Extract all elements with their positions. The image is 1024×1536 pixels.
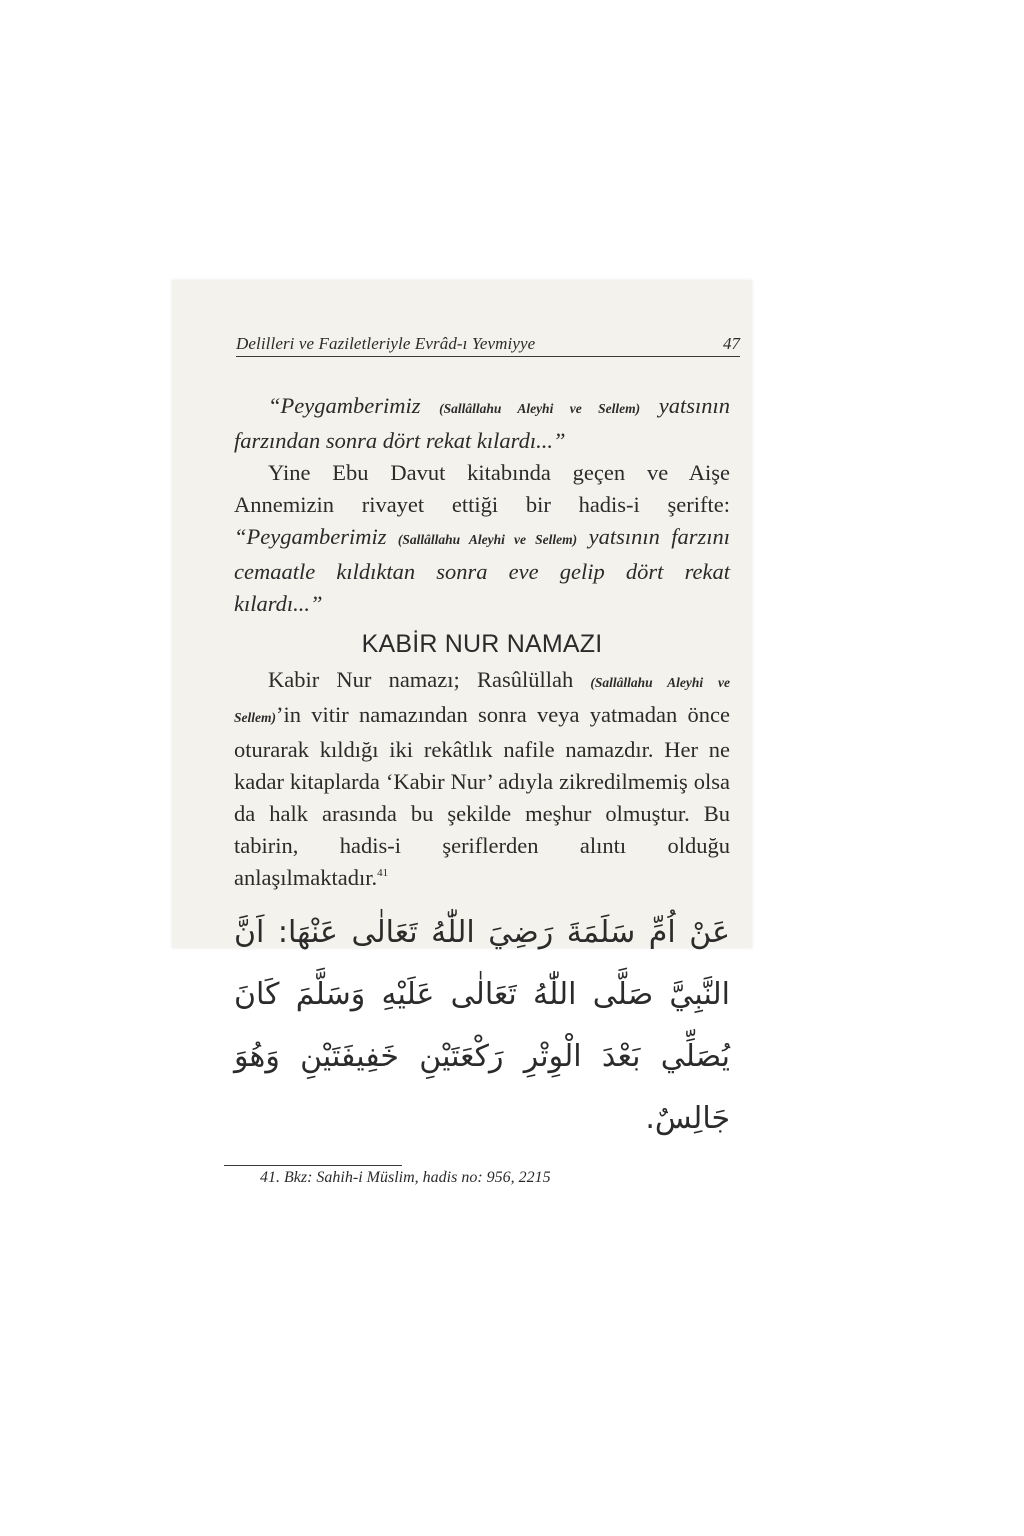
footnote: 41. Bkz: Sahih-i Müslim, hadis no: 956, 2215 [260,1169,551,1186]
paragraph-lead: Yine Ebu Davut kitabında geçen ve Aişe Annemizin rivayet ettiği bir hadis-i şerifte: [234,460,730,517]
page-header [236,330,740,357]
quote-open: “Peygamberimiz [234,524,387,549]
page-number: 47 [723,334,740,353]
section-heading: KABİR NUR NAMAZI [361,630,603,658]
paragraph-rest: ’in vitir namazından sonra veya yatmadan önce oturarak kıldığı iki rekâtlık nafile namazdır. Her ne kadar kitaplarda ‘Kabir Nur’ adıyla zikredilmemiş olsa da halk arasında bu şekilde meşhur olmuştur. Bu tabirin, hadis-i şeriflerden alıntı olduğu anlaşılmaktadır. [234,702,730,890]
quote-open: “Peygamberimiz [268,393,421,418]
quote-rest: yatsının farzını cemaatle kıldıktan sonra eve gelip dört rekat kılardı...” [234,524,731,616]
running-title: Delilleri ve Faziletleriyle Evrâd-ı Yevmiyye [236,334,536,353]
paragraph-kabir-nur [234,664,730,894]
paragraph-quote-1 [234,390,730,457]
page-body [234,390,730,1150]
quote-rest: yatsının farzından sonra dört rekat kılardı...” [234,393,730,453]
footnote-divider [224,1165,402,1166]
honorific: (Sallâllahu Aleyhi ve Sellem) [439,401,641,416]
honorific: (Sallâllahu Aleyhi ve Sellem) [234,675,730,725]
arabic-hadith: عَنْ اُمِّ سَلَمَةَ رَضِيَ اللّٰهُ تَعَالٰى عَنْهَا: اَنَّ النَّبِيَّ صَلَّى اللّٰهُ تَعَالٰى عَلَيْهِ وَسَلَّمَ كَانَ يُصَلِّي بَعْدَ الْوِتْرِ رَكْعَتَيْنِ خَفِيفَتَيْنِ وَهُوَ جَالِسٌ. [234,915,730,1136]
footnote-ref: 41 [377,867,389,879]
paragraph-lead: Kabir Nur namazı; Rasûlüllah [268,667,574,692]
paragraph-ebu-davut [234,457,730,620]
honorific: (Sallâllahu Aleyhi ve Sellem) [397,532,578,547]
book-page [172,280,752,1186]
